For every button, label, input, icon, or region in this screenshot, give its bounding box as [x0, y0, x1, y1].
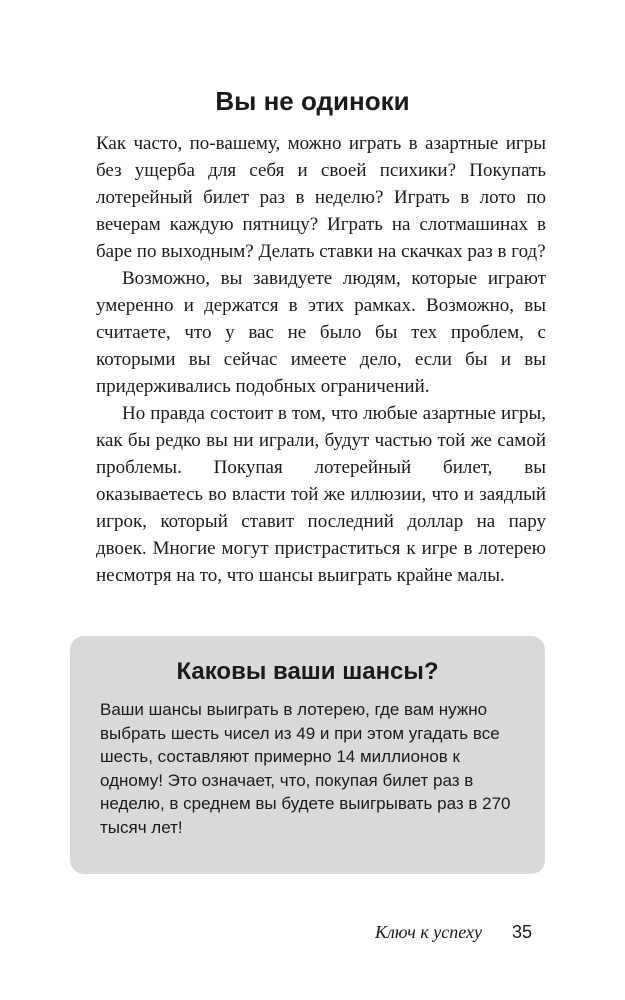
running-footer-title: Ключ к успеху [375, 922, 482, 942]
paragraph: Но правда состоит в том, что любые азартные игры, как бы редко вы ни играли, будут частью той же самой проблемы. Покупая лотерейный билет, вы оказываетесь во власти той же иллюзии, что и заядлый игрок, который ставит последний доллар на пару двоек. Многие могут пристраститься к игре в лотерею несмотря на то, что шансы выиграть крайне малы. [96, 403, 546, 586]
paragraph: Возможно, вы завидуете людям, которые играют умеренно и держатся в этих рамках. Возможно, вы считаете, что у вас не было бы тех проблем, с которыми вы сейчас имеете дело, если бы и вы придерживались подобных ограничений. [96, 268, 546, 397]
paragraph: Как часто, по-вашему, можно играть в азартные игры без ущерба для себя и своей психики? Покупать лотерейный билет раз в неделю? Играть в лото по вечерам каждую пятницу? Играть на слотмашинах в баре по выходным? Делать ставки на скачках раз в год? [96, 133, 546, 262]
callout-text: Ваши шансы выиграть в лотерею, где вам нужно выбрать шесть чисел из 49 и при этом угадать все шесть, составляют примерно 14 миллионов к одному! Это означает, что, покупая билет раз в неделю, в среднем вы будете выигрывать раз в 270 тысяч лет! [100, 700, 511, 837]
page-title: Вы не одиноки [215, 86, 410, 116]
callout-title: Каковы ваши шансы? [176, 658, 439, 685]
main-text [96, 130, 546, 589]
odds-callout-box [70, 636, 545, 874]
page-number: 35 [512, 922, 533, 942]
